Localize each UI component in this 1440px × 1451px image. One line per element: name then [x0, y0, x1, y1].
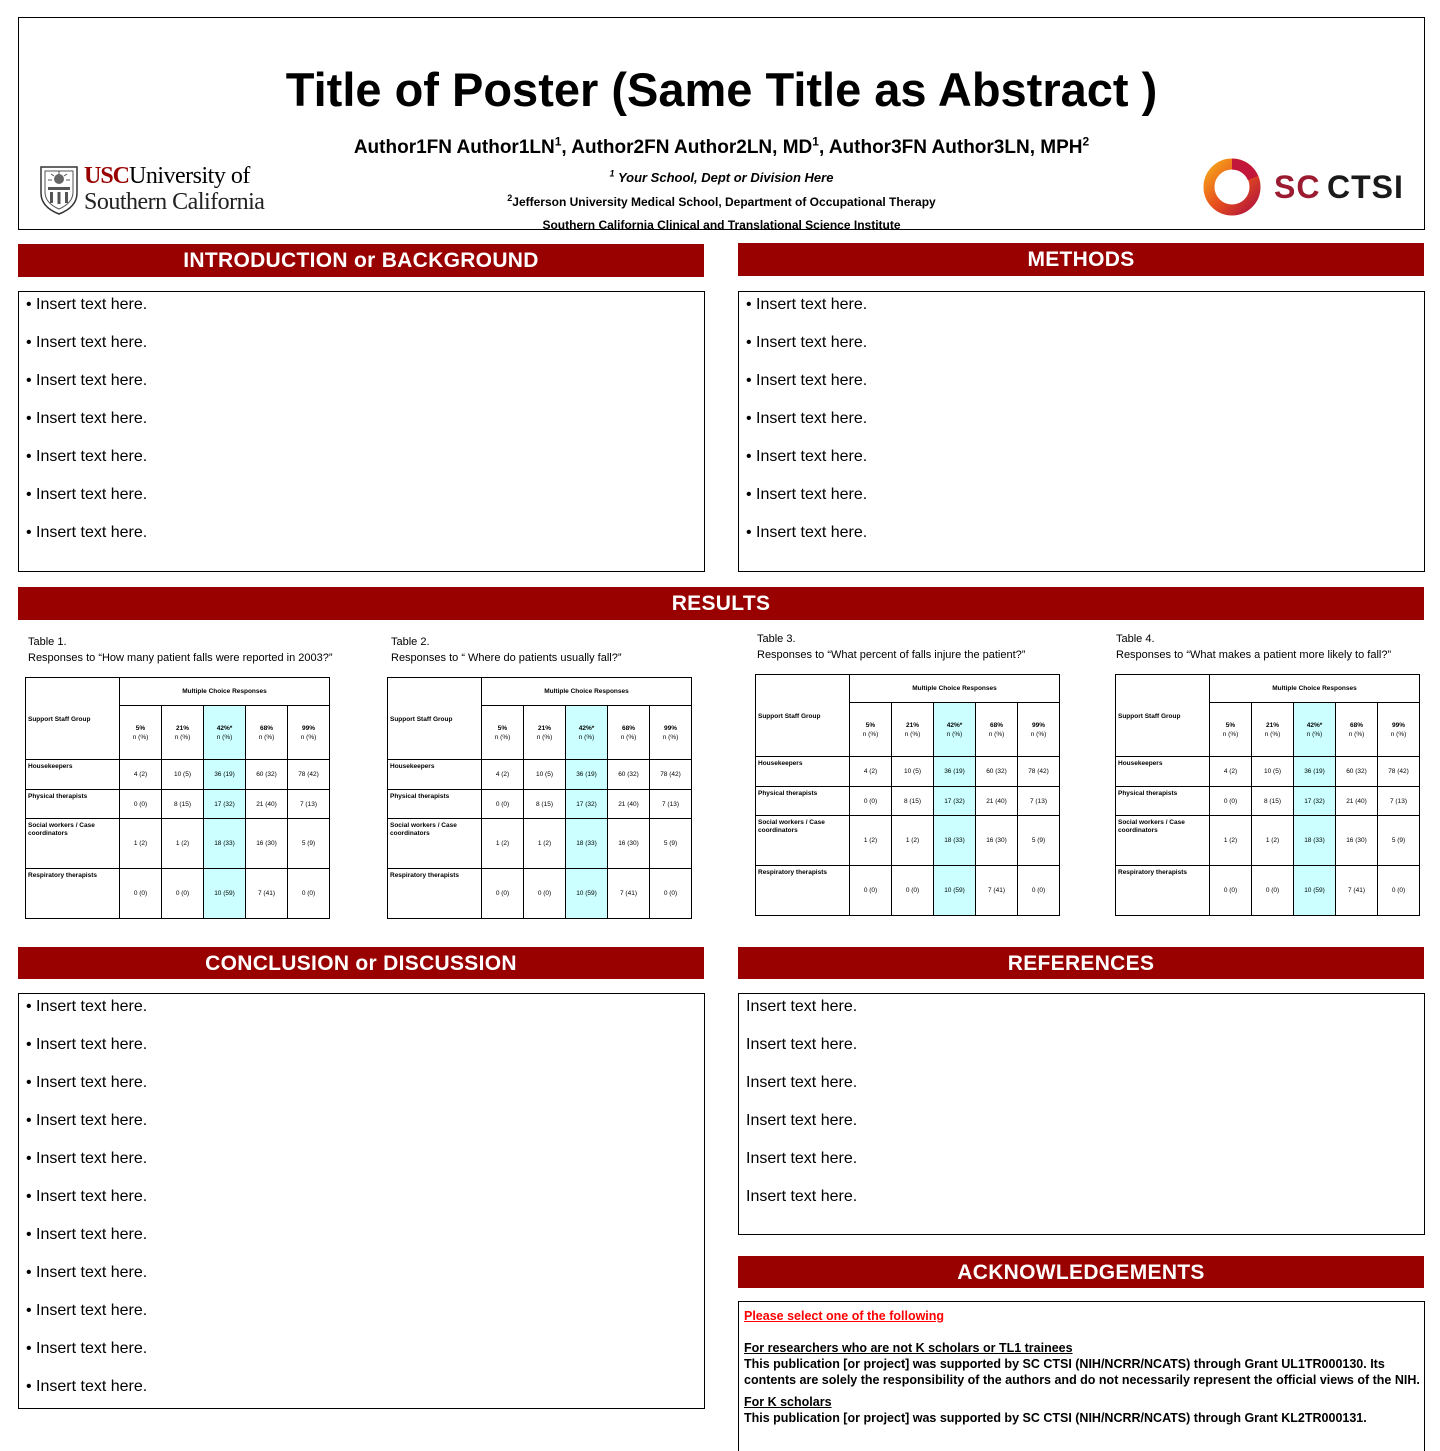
response-percent: 99%: [301, 724, 315, 732]
staff-group-cell: Physical therapists: [388, 790, 482, 819]
response-count-cell: 0 (0): [850, 866, 892, 916]
table-row: [1116, 787, 1420, 816]
response-count-cell: 18 (33): [566, 819, 608, 869]
staff-group-cell: Respiratory therapists: [26, 869, 120, 919]
list-item: Insert text here.: [746, 1074, 858, 1091]
response-unit: n (%): [662, 733, 679, 741]
response-percent: 5%: [865, 721, 876, 729]
response-count-cell: 78 (42): [288, 760, 330, 790]
table-2-label: Table 2.: [391, 636, 430, 648]
response-column-header: [288, 706, 330, 760]
response-count-cell: 0 (0): [1210, 866, 1252, 916]
response-unit: n (%): [1390, 730, 1407, 738]
support-staff-group-header: Support Staff Group: [1116, 675, 1210, 757]
staff-group-cell: Respiratory therapists: [1116, 866, 1210, 916]
author-3: Author3FN Author3LN, MPH: [828, 137, 1083, 158]
response-unit: n (%): [1306, 730, 1323, 738]
response-count-cell: 16 (30): [976, 816, 1018, 866]
response-count-cell: 18 (33): [934, 816, 976, 866]
table-row: [756, 816, 1060, 866]
response-count-cell: 1 (2): [892, 816, 934, 866]
response-count-cell: 7 (13): [650, 790, 692, 819]
response-unit: n (%): [578, 733, 595, 741]
response-count-cell: 17 (32): [1294, 787, 1336, 816]
table-4-label: Table 4.: [1116, 633, 1155, 645]
response-count-cell: 17 (32): [566, 790, 608, 819]
response-unit: n (%): [132, 733, 149, 741]
table-3-label: Table 3.: [757, 633, 796, 645]
author-1-affiliation: 1: [554, 134, 562, 149]
multiple-choice-header: Multiple Choice Responses: [482, 678, 692, 706]
response-count-cell: 78 (42): [650, 760, 692, 790]
list-item: Insert text here.: [746, 1036, 858, 1053]
response-count-cell: 1 (2): [120, 819, 162, 869]
references-heading: REFERENCES: [738, 947, 1424, 979]
usc-acronym: USC: [84, 163, 130, 189]
table-row: [756, 787, 1060, 816]
results-table-2: [387, 677, 692, 919]
response-column-header: [976, 703, 1018, 757]
staff-group-cell: Physical therapists: [26, 790, 120, 819]
response-count-cell: 0 (0): [1252, 866, 1294, 916]
response-count-cell: 0 (0): [482, 869, 524, 919]
list-item: • Insert text here.: [26, 1188, 148, 1205]
response-count-cell: 5 (9): [1378, 816, 1420, 866]
list-item: • Insert text here.: [26, 1340, 148, 1357]
acknowledgements-heading: ACKNOWLEDGEMENTS: [738, 1256, 1424, 1288]
response-count-cell: 36 (19): [566, 760, 608, 790]
response-count-cell: 10 (59): [566, 869, 608, 919]
response-count-cell: 8 (15): [162, 790, 204, 819]
list-item: • Insert text here.: [746, 334, 868, 351]
response-column-header: [246, 706, 288, 760]
response-count-cell: 0 (0): [1378, 866, 1420, 916]
list-item: • Insert text here.: [26, 1302, 148, 1319]
results-heading: RESULTS: [18, 587, 1424, 620]
response-count-cell: 10 (59): [934, 866, 976, 916]
response-count-cell: 0 (0): [1210, 787, 1252, 816]
response-column-header: [1252, 703, 1294, 757]
ack-k-text: This publication [or project] was supported by SC CTSI (NIH/NCRR/NCATS) through Grant KL2TR000131.: [744, 1411, 1367, 1425]
response-count-cell: 1 (2): [524, 819, 566, 869]
list-item: • Insert text here.: [746, 372, 868, 389]
response-percent: 99%: [663, 724, 677, 732]
response-count-cell: 4 (2): [120, 760, 162, 790]
ctsi-ring-icon: [1200, 156, 1264, 218]
table-4-caption: [1116, 631, 1391, 663]
response-count-cell: 16 (30): [246, 819, 288, 869]
ack-researchers-heading: For researchers who are not K scholars or TL1 trainees: [744, 1341, 1073, 1355]
staff-group-cell: Social workers / Case coordinators: [26, 819, 120, 869]
response-count-cell: 0 (0): [120, 790, 162, 819]
response-percent: 99%: [1031, 721, 1045, 729]
response-column-header: [1018, 703, 1060, 757]
response-count-cell: 0 (0): [288, 869, 330, 919]
staff-group-cell: Housekeepers: [388, 760, 482, 790]
response-count-cell: 8 (15): [1252, 787, 1294, 816]
table-2-caption: [391, 634, 622, 666]
response-count-cell: 10 (59): [1294, 866, 1336, 916]
response-unit: n (%): [258, 733, 275, 741]
response-unit: n (%): [946, 730, 963, 738]
list-item: • Insert text here.: [746, 448, 868, 465]
support-staff-group-header: Support Staff Group: [756, 675, 850, 757]
response-column-header: [1294, 703, 1336, 757]
response-percent: 21%: [175, 724, 189, 732]
author-2-affiliation: 1: [812, 134, 819, 149]
response-count-cell: 60 (32): [1336, 757, 1378, 787]
response-percent: 5%: [1225, 721, 1236, 729]
list-item: • Insert text here.: [26, 486, 148, 503]
table-3-question: Responses to “What percent of falls injure the patient?”: [757, 649, 1026, 661]
list-item: • Insert text here.: [26, 296, 148, 313]
list-item: Insert text here.: [746, 1112, 858, 1129]
response-count-cell: 17 (32): [934, 787, 976, 816]
table-row: [388, 760, 692, 790]
table-row: [1116, 866, 1420, 916]
response-count-cell: 60 (32): [246, 760, 288, 790]
response-count-cell: 4 (2): [850, 757, 892, 787]
response-percent: 5%: [497, 724, 508, 732]
response-count-cell: 0 (0): [482, 790, 524, 819]
response-count-cell: 5 (9): [650, 819, 692, 869]
response-percent: 68%: [1349, 721, 1363, 729]
response-count-cell: 16 (30): [1336, 816, 1378, 866]
support-staff-group-header: Support Staff Group: [26, 678, 120, 760]
author-3-affiliation: 2: [1082, 134, 1090, 149]
response-count-cell: 7 (41): [976, 866, 1018, 916]
response-percent: 42%*: [1306, 721, 1323, 729]
response-unit: n (%): [300, 733, 317, 741]
results-table-4: [1115, 674, 1420, 916]
list-item: • Insert text here.: [26, 1226, 148, 1243]
response-count-cell: 0 (0): [850, 787, 892, 816]
response-unit: n (%): [904, 730, 921, 738]
list-item: • Insert text here.: [746, 524, 868, 541]
acknowledgements-text: [739, 1302, 1424, 1426]
staff-group-cell: Housekeepers: [26, 760, 120, 790]
response-column-header: [650, 706, 692, 760]
table-row: [26, 869, 330, 919]
response-column-header: [566, 706, 608, 760]
response-unit: n (%): [620, 733, 637, 741]
list-item: • Insert text here.: [26, 448, 148, 465]
staff-group-cell: Social workers / Case coordinators: [756, 816, 850, 866]
table-row: [388, 790, 692, 819]
response-count-cell: 21 (40): [1336, 787, 1378, 816]
list-item: • Insert text here.: [26, 334, 148, 351]
table-row: [26, 819, 330, 869]
response-count-cell: 7 (13): [1018, 787, 1060, 816]
response-count-cell: 7 (41): [246, 869, 288, 919]
response-percent: 42%*: [216, 724, 233, 732]
response-count-cell: 10 (59): [204, 869, 246, 919]
response-column-header: [1210, 703, 1252, 757]
table-row: [26, 790, 330, 819]
response-count-cell: 17 (32): [204, 790, 246, 819]
response-unit: n (%): [1264, 730, 1281, 738]
multiple-choice-header: Multiple Choice Responses: [850, 675, 1060, 703]
ctsi-logo-sc: SC: [1274, 169, 1321, 205]
response-count-cell: 1 (2): [482, 819, 524, 869]
usc-seal-icon: [38, 163, 80, 215]
response-count-cell: 18 (33): [204, 819, 246, 869]
response-percent: 68%: [621, 724, 635, 732]
response-count-cell: 1 (2): [850, 816, 892, 866]
response-column-header: [1336, 703, 1378, 757]
list-item: Insert text here.: [746, 1150, 858, 1167]
table-1-label: Table 1.: [28, 636, 67, 648]
response-count-cell: 78 (42): [1378, 757, 1420, 787]
references-box: [738, 993, 1425, 1235]
usc-wordmark-line1: [84, 163, 250, 190]
response-percent: 68%: [989, 721, 1003, 729]
table-row: [756, 757, 1060, 787]
response-count-cell: 5 (9): [1018, 816, 1060, 866]
table-2-question: Responses to “ Where do patients usually fall?”: [391, 652, 622, 664]
response-unit: n (%): [494, 733, 511, 741]
list-item: Insert text here.: [746, 1188, 858, 1205]
support-staff-group-header: Support Staff Group: [388, 678, 482, 760]
response-count-cell: 7 (41): [1336, 866, 1378, 916]
multiple-choice-header: Multiple Choice Responses: [1210, 675, 1420, 703]
response-unit: n (%): [216, 733, 233, 741]
response-percent: 21%: [905, 721, 919, 729]
conclusion-box: [18, 993, 705, 1409]
list-item: • Insert text here.: [746, 296, 868, 313]
staff-group-cell: Housekeepers: [1116, 757, 1210, 787]
affiliation-2-marker: 2: [507, 193, 513, 203]
list-item: • Insert text here.: [26, 410, 148, 427]
response-count-cell: 0 (0): [162, 869, 204, 919]
table-row: [756, 866, 1060, 916]
introduction-box: [18, 291, 705, 572]
response-count-cell: 1 (2): [1210, 816, 1252, 866]
references-list: [739, 994, 1424, 1228]
usc-name-part1: University of: [129, 163, 250, 189]
response-count-cell: 7 (13): [1378, 787, 1420, 816]
response-count-cell: 10 (5): [1252, 757, 1294, 787]
response-count-cell: 4 (2): [1210, 757, 1252, 787]
table-row: [1116, 757, 1420, 787]
author-2: Author2FN Author2LN, MD: [571, 137, 813, 158]
response-count-cell: 10 (5): [524, 760, 566, 790]
conclusion-list: [19, 994, 704, 1418]
response-column-header: [892, 703, 934, 757]
response-count-cell: 0 (0): [1018, 866, 1060, 916]
response-count-cell: 78 (42): [1018, 757, 1060, 787]
results-table-1: [25, 677, 330, 919]
response-unit: n (%): [1222, 730, 1239, 738]
response-column-header: [482, 706, 524, 760]
response-percent: 68%: [259, 724, 273, 732]
response-count-cell: 36 (19): [1294, 757, 1336, 787]
results-table-3: [755, 674, 1060, 916]
staff-group-cell: Housekeepers: [756, 757, 850, 787]
response-unit: n (%): [174, 733, 191, 741]
response-count-cell: 8 (15): [892, 787, 934, 816]
table-row: [388, 819, 692, 869]
staff-group-cell: Social workers / Case coordinators: [388, 819, 482, 869]
table-1-caption: [28, 634, 333, 666]
response-percent: 21%: [1265, 721, 1279, 729]
response-column-header: [162, 706, 204, 760]
response-column-header: [934, 703, 976, 757]
affiliation-3: Southern California Clinical and Translational Science Institute: [542, 218, 901, 232]
affiliation-1-text: Your School, Dept or Division Here: [614, 170, 834, 185]
list-item: • Insert text here.: [26, 1074, 148, 1091]
response-count-cell: 0 (0): [120, 869, 162, 919]
usc-logo: [38, 163, 283, 219]
response-percent: 42%*: [946, 721, 963, 729]
methods-heading: METHODS: [738, 243, 1424, 276]
response-column-header: [1378, 703, 1420, 757]
ctsi-logo-ctsi: CTSI: [1327, 169, 1404, 205]
introduction-heading: INTRODUCTION or BACKGROUND: [18, 244, 704, 277]
conclusion-heading: CONCLUSION or DISCUSSION: [18, 947, 704, 979]
response-count-cell: 4 (2): [482, 760, 524, 790]
author-separator: ,: [818, 137, 829, 158]
methods-box: [738, 291, 1425, 572]
response-count-cell: 21 (40): [976, 787, 1018, 816]
usc-wordmark-line2: Southern California: [84, 189, 265, 215]
table-row: [26, 760, 330, 790]
introduction-list: [19, 292, 704, 564]
response-percent: 99%: [1391, 721, 1405, 729]
response-column-header: [850, 703, 892, 757]
response-count-cell: 60 (32): [608, 760, 650, 790]
staff-group-cell: Social workers / Case coordinators: [1116, 816, 1210, 866]
response-count-cell: 0 (0): [650, 869, 692, 919]
staff-group-cell: Physical therapists: [756, 787, 850, 816]
response-percent: 42%*: [578, 724, 595, 732]
response-count-cell: 18 (33): [1294, 816, 1336, 866]
response-count-cell: 60 (32): [976, 757, 1018, 787]
response-column-header: [204, 706, 246, 760]
response-count-cell: 7 (13): [288, 790, 330, 819]
response-unit: n (%): [1348, 730, 1365, 738]
response-count-cell: 10 (5): [892, 757, 934, 787]
affiliation-1-marker: 1: [609, 168, 615, 179]
table-row: [1116, 816, 1420, 866]
response-column-header: [120, 706, 162, 760]
sc-ctsi-logo: [1200, 156, 1405, 218]
table-3-caption: [757, 631, 1025, 663]
multiple-choice-header: Multiple Choice Responses: [120, 678, 330, 706]
table-row: [388, 869, 692, 919]
response-count-cell: 7 (41): [608, 869, 650, 919]
methods-list: [739, 292, 1424, 564]
response-count-cell: 16 (30): [608, 819, 650, 869]
response-percent: 5%: [135, 724, 146, 732]
staff-group-cell: Physical therapists: [1116, 787, 1210, 816]
list-item: • Insert text here.: [746, 410, 868, 427]
author-1: Author1FN Author1LN: [353, 137, 555, 158]
staff-group-cell: Respiratory therapists: [388, 869, 482, 919]
response-count-cell: 10 (5): [162, 760, 204, 790]
list-item: • Insert text here.: [26, 1378, 148, 1395]
response-count-cell: 36 (19): [204, 760, 246, 790]
list-item: • Insert text here.: [26, 1150, 148, 1167]
affiliation-2-text: Jefferson University Medical School, Department of Occupational Therapy: [512, 195, 936, 209]
ack-select-prompt: Please select one of the following: [744, 1309, 945, 1323]
ack-k-heading: For K scholars: [744, 1395, 832, 1409]
response-count-cell: 8 (15): [524, 790, 566, 819]
table-1-question: Responses to “How many patient falls were reported in 2003?”: [28, 652, 333, 664]
list-item: • Insert text here.: [26, 1112, 148, 1129]
staff-group-cell: Respiratory therapists: [756, 866, 850, 916]
response-count-cell: 1 (2): [1252, 816, 1294, 866]
list-item: • Insert text here.: [26, 998, 148, 1015]
response-unit: n (%): [536, 733, 553, 741]
response-column-header: [608, 706, 650, 760]
response-column-header: [524, 706, 566, 760]
list-item: • Insert text here.: [26, 1264, 148, 1281]
response-count-cell: 21 (40): [246, 790, 288, 819]
author-separator: ,: [561, 137, 572, 158]
acknowledgements-box: [738, 1301, 1425, 1451]
response-count-cell: 36 (19): [934, 757, 976, 787]
response-count-cell: 0 (0): [524, 869, 566, 919]
list-item: • Insert text here.: [26, 372, 148, 389]
response-count-cell: 1 (2): [162, 819, 204, 869]
list-item: Insert text here.: [746, 998, 858, 1015]
response-unit: n (%): [1030, 730, 1047, 738]
table-4-question: Responses to “What makes a patient more likely to fall?”: [1116, 649, 1392, 661]
response-percent: 21%: [537, 724, 551, 732]
list-item: • Insert text here.: [746, 486, 868, 503]
response-count-cell: 21 (40): [608, 790, 650, 819]
response-count-cell: 5 (9): [288, 819, 330, 869]
list-item: • Insert text here.: [26, 524, 148, 541]
list-item: • Insert text here.: [26, 1036, 148, 1053]
response-unit: n (%): [862, 730, 879, 738]
response-count-cell: 0 (0): [892, 866, 934, 916]
poster-title: Title of Poster (Same Title as Abstract ): [285, 63, 1158, 116]
response-unit: n (%): [988, 730, 1005, 738]
ack-researchers-text: This publication [or project] was supported by SC CTSI (NIH/NCRR/NCATS) through Grant UL1TR000130. Its contents are solely the responsibility of the authors and do not necessarily represent the official views of the NIH.: [744, 1357, 1420, 1387]
